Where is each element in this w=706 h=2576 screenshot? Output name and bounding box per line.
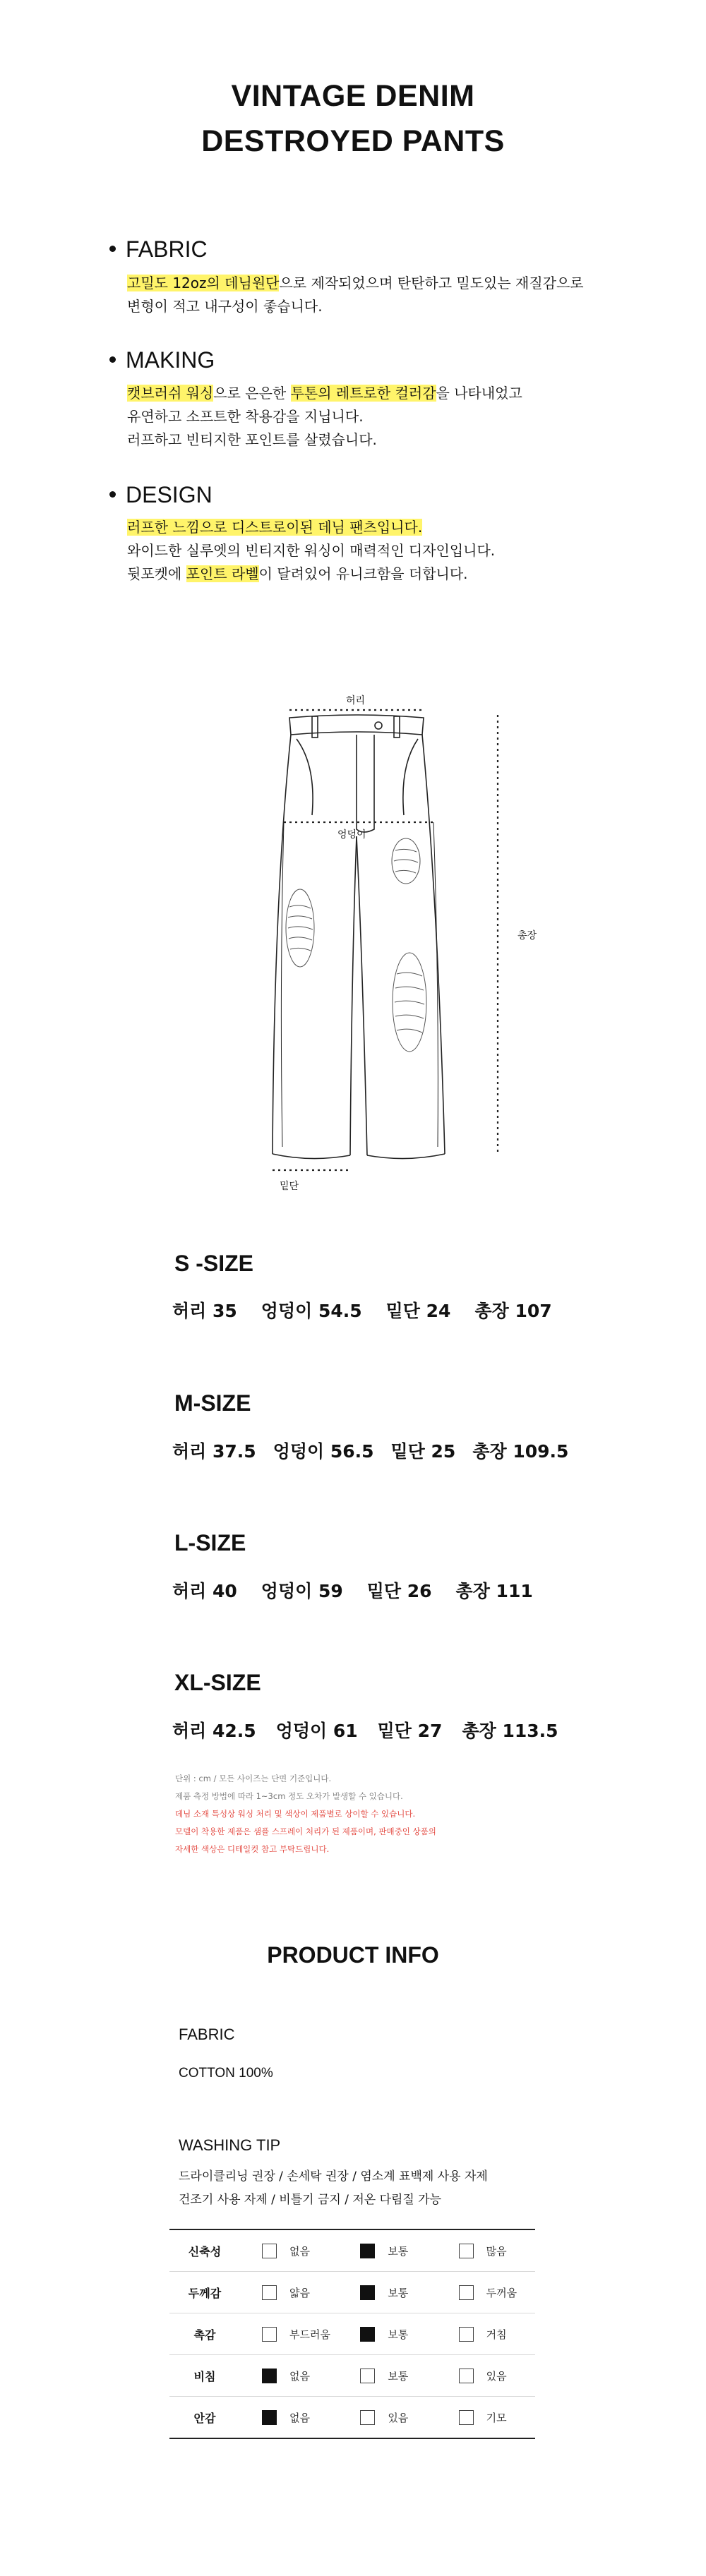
fabric-line-1: 고밀도 12oz의 데님원단으로 제작되었으며 탄탄하고 밀도있는 재질감으로: [127, 275, 584, 291]
fabric-value: COTTON 100%: [179, 2066, 273, 2081]
property-option: [437, 2272, 535, 2313]
label-waist: 허리: [346, 695, 366, 706]
property-label: 촉감: [169, 2313, 240, 2355]
making-line-3: 러프하고 빈티지한 포인트를 살렸습니다.: [127, 431, 377, 448]
option-label: 부드러움: [289, 2328, 330, 2341]
option-label: 없음: [289, 2244, 310, 2258]
size-title-m: M-SIZE: [174, 1390, 251, 1416]
property-option: [437, 2313, 535, 2355]
property-row: [169, 2229, 535, 2272]
design-line-1: 러프한 느낌으로 디스트로이된 데님 팬츠입니다.: [127, 519, 423, 536]
product-title: [0, 73, 706, 164]
note-5: 자세한 색상은 디테일컷 참고 부탁드립니다.: [175, 1844, 330, 1854]
property-row: [169, 2272, 535, 2313]
unchecked-box-icon: [459, 2327, 474, 2342]
option-label: 많음: [486, 2244, 507, 2258]
checked-box-icon: [262, 2410, 277, 2425]
option-label: 보통: [388, 2244, 409, 2258]
checked-box-icon: [262, 2369, 277, 2383]
unchecked-box-icon: [262, 2327, 277, 2342]
unchecked-box-icon: [262, 2244, 277, 2258]
property-option: [240, 2229, 338, 2272]
property-option: [338, 2272, 436, 2313]
pants-diagram: [233, 688, 530, 1182]
unchecked-box-icon: [459, 2410, 474, 2425]
checked-box-icon: [360, 2327, 375, 2342]
size-notes: [175, 1770, 436, 1858]
design-line-2: 와이드한 실루엣의 빈티지한 워싱이 매력적인 디자인입니다.: [127, 542, 496, 559]
washing-tips: [179, 2165, 488, 2212]
size-title-l: L-SIZE: [174, 1530, 246, 1555]
option-label: 보통: [388, 2328, 409, 2341]
title-line-1: VINTAGE DENIM: [231, 79, 475, 113]
note-2: 제품 측정 방법에 따라 1~3cm 정도 오차가 발생할 수 있습니다.: [175, 1791, 403, 1801]
property-option: [437, 2397, 535, 2439]
property-option: [437, 2355, 535, 2397]
washing-label: WASHING TIP: [179, 2136, 281, 2154]
property-row: [169, 2397, 535, 2439]
washing-line-2: 건조기 사용 자제 / 비틀기 금지 / 저온 다림질 가능: [179, 2193, 442, 2207]
size-values-xl: 허리 42.5 엉덩이 61 밑단 27 총장 113.5: [172, 1721, 558, 1741]
option-label: 있음: [388, 2411, 409, 2424]
property-option: [240, 2397, 338, 2439]
fabric-section: [109, 236, 208, 263]
option-label: 두꺼움: [486, 2286, 517, 2299]
design-section: [109, 482, 213, 508]
fabric-line-2: 변형이 적고 내구성이 좋습니다.: [127, 298, 323, 315]
distress-marks: [286, 838, 426, 1052]
property-label: 신축성: [169, 2229, 240, 2272]
label-hem: 밑단: [280, 1181, 299, 1192]
option-label: 보통: [388, 2286, 409, 2299]
design-heading: DESIGN: [109, 482, 213, 508]
making-line-1: 캣브러쉬 워싱으로 은은한 투톤의 레트로한 컬러감을 나타내었고: [127, 385, 522, 402]
product-info-title: PRODUCT INFO: [267, 1942, 439, 1968]
property-option: [240, 2313, 338, 2355]
title-line-2: DESTROYED PANTS: [201, 124, 505, 158]
size-values-s: 허리 35 엉덩이 54.5 밑단 24 총장 107: [172, 1301, 552, 1321]
property-option: [240, 2272, 338, 2313]
unchecked-box-icon: [360, 2369, 375, 2383]
option-label: 거침: [486, 2328, 507, 2341]
label-hip: 엉덩이: [337, 829, 366, 841]
property-option: [338, 2355, 436, 2397]
unchecked-box-icon: [459, 2369, 474, 2383]
label-length: 총장: [517, 930, 537, 941]
option-label: 없음: [289, 2369, 310, 2383]
making-heading: MAKING: [109, 347, 215, 373]
property-option: [338, 2313, 436, 2355]
making-line-2: 유연하고 소프트한 착용감을 지닙니다.: [127, 408, 364, 425]
note-4: 모델이 착용한 제품은 샘플 스프레이 처리가 된 제품이며, 판매중인 상품의: [175, 1826, 436, 1836]
checked-box-icon: [360, 2244, 375, 2258]
measure-lines: [273, 710, 498, 1170]
option-label: 보통: [388, 2369, 409, 2383]
note-3: 데님 소재 특성상 워싱 처리 및 색상이 제품별로 상이할 수 있습니다.: [175, 1809, 416, 1819]
design-line-3: 뒷포켓에 포인트 라벨이 달려있어 유니크함을 더합니다.: [127, 565, 468, 582]
bullet-icon: [109, 491, 116, 498]
property-label: 비침: [169, 2355, 240, 2397]
fabric-properties-table: [169, 2229, 535, 2439]
property-option: [338, 2229, 436, 2272]
fabric-heading: FABRIC: [109, 236, 208, 263]
pants-outline: [273, 715, 445, 1159]
unchecked-box-icon: [262, 2285, 277, 2300]
bullet-icon: [109, 246, 116, 252]
size-values-l: 허리 40 엉덩이 59 밑단 26 총장 111: [172, 1581, 533, 1601]
property-option: [338, 2397, 436, 2439]
option-label: 없음: [289, 2411, 310, 2424]
size-values-m: 허리 37.5 엉덩이 56.5 밑단 25 총장 109.5: [172, 1441, 569, 1462]
property-row: [169, 2355, 535, 2397]
size-title-xl: XL-SIZE: [174, 1670, 261, 1695]
checked-box-icon: [360, 2285, 375, 2300]
property-option: [240, 2355, 338, 2397]
bullet-icon: [109, 356, 116, 363]
unchecked-box-icon: [459, 2244, 474, 2258]
washing-line-1: 드라이클리닝 권장 / 손세탁 권장 / 염소계 표백제 사용 자제: [179, 2169, 488, 2184]
unchecked-box-icon: [360, 2410, 375, 2425]
property-label: 안감: [169, 2397, 240, 2439]
note-1: 단위 : cm / 모든 사이즈는 단면 기준입니다.: [175, 1774, 332, 1783]
option-label: 있음: [486, 2369, 507, 2383]
size-title-s: S -SIZE: [174, 1251, 254, 1276]
option-label: 기모: [486, 2411, 507, 2424]
making-section: [109, 347, 215, 373]
property-label: 두께감: [169, 2272, 240, 2313]
fabric-label: FABRIC: [179, 2026, 235, 2043]
property-option: [437, 2229, 535, 2272]
unchecked-box-icon: [459, 2285, 474, 2300]
property-row: [169, 2313, 535, 2355]
option-label: 얇음: [289, 2286, 310, 2299]
